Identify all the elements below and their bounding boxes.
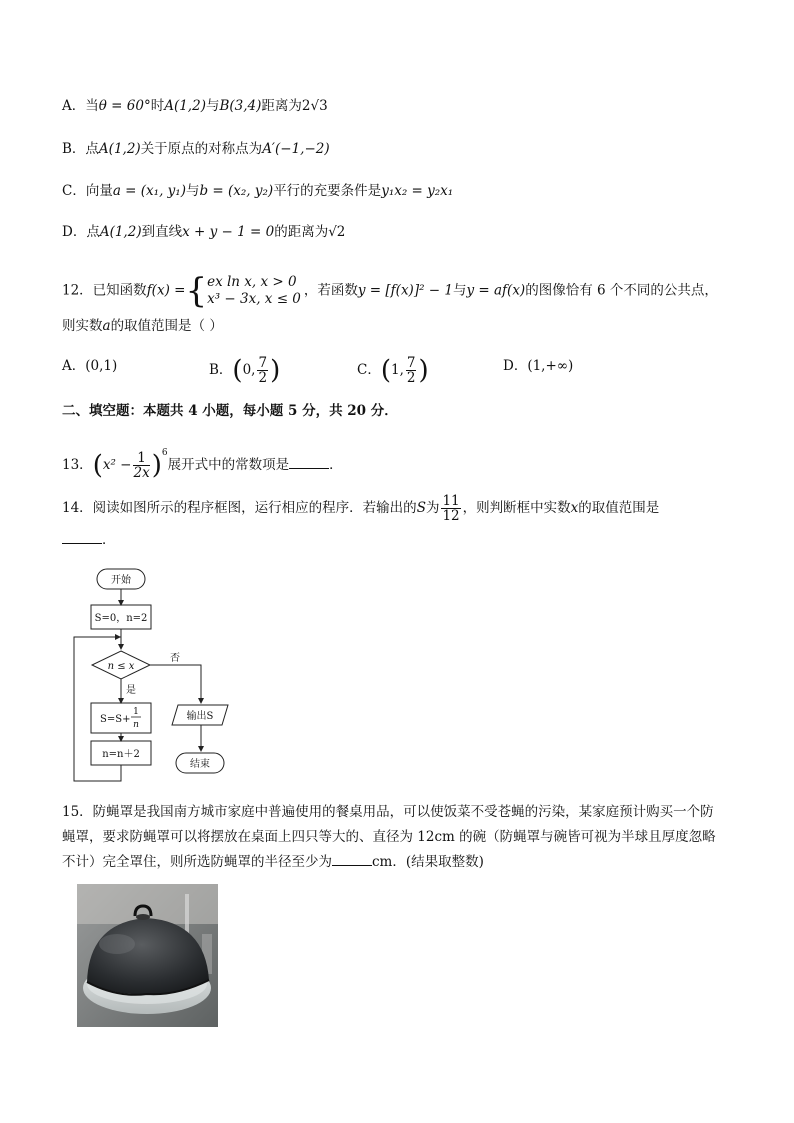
- no-branch-line: [150, 665, 201, 703]
- q12-options: [62, 355, 762, 386]
- update-s-den: n: [133, 720, 139, 730]
- yes-label: 是: [126, 685, 136, 696]
- q11-option-a: A．当θ = 60°时A(1,2)与B(3,4)距离为2√3: [62, 98, 328, 114]
- q12-option-d: D．(1,+∞): [503, 358, 574, 374]
- q14-stem-line1: 14．阅读如图所示的程序框图，运行相应的程序．若输出的S为 $\frac{11}{12}$ ，则判断框中实数x的取值范围是: [62, 493, 660, 524]
- output-label: 输出S: [186, 711, 214, 722]
- q12-option-a: A．(0,1): [62, 358, 118, 374]
- q13-stem: 13．(x² − $\frac{1}{2x}$ )$^6$展开式中的常数项是 ．: [62, 448, 343, 481]
- fly-cover-photo: [77, 884, 218, 1027]
- update-s-num: 1: [133, 707, 139, 717]
- section-title: 二、填空题：本题共 4 小题，每小题 5 分，共 20 分．: [62, 403, 398, 419]
- q11-option-c: C．向量a = (x₁, y₁)与b = (x₂, y₂)平行的充要条件是y₁x₂ = y₂x₁: [62, 183, 454, 199]
- q15-stem-line3: 不计）完全罩住，则所选防蝇罩的半径至少为 cm．(结果取整数): [62, 854, 484, 870]
- q14-stem-line2: ．: [62, 530, 116, 550]
- q12-option-b: B．(0, $\frac{7}{2}$ ): [209, 355, 281, 386]
- brace-glyph: {: [185, 271, 208, 311]
- q12-option-c: C．(1, $\frac{7}{2}$ ): [357, 355, 429, 386]
- piecewise-cases: ex ln x, x > 0 x³ − 3x, x ≤ 0: [207, 274, 301, 307]
- answer-blank[interactable]: [289, 456, 329, 469]
- no-label: 否: [170, 653, 180, 664]
- answer-blank[interactable]: [62, 531, 102, 544]
- q15-stem-line2: 蝇罩，要求防蝇罩可以将摆放在桌面上四只等大的、直径为 12cm 的碗（防蝇罩与碗皆可视为半球且厚度忽略: [62, 829, 716, 845]
- program-flowchart: [70, 565, 232, 785]
- update-s-label: S=S+: [100, 714, 131, 725]
- condition-label: n ≤ x: [107, 661, 135, 672]
- end-label: 结束: [190, 759, 210, 770]
- q12-stem-line2: 则实数a的取值范围是（ ）: [62, 318, 223, 334]
- update-n-label: n=n＋2: [102, 749, 140, 760]
- start-label: 开始: [111, 575, 131, 586]
- init-label: S=0，n=2: [94, 613, 148, 624]
- answer-blank[interactable]: [332, 853, 372, 866]
- q11-option-b: B．点A(1,2)关于原点的对称点为A′(−1,−2): [62, 141, 330, 157]
- q11-option-d: D．点A(1,2)到直线x + y − 1 = 0的距离为√2: [62, 224, 346, 240]
- q15-stem-line1: 15．防蝇罩是我国南方城市家庭中普遍使用的餐桌用品，可以使饭菜不受苍蝇的污染，某家庭预计购买一个防: [62, 804, 714, 820]
- q12-stem-line1: 12．已知函数f(x) ={ ex ln x, x > 0 x³ − 3x, x ≤ 0 ，若函数y = [f(x)]² − 1与y = af(x)的图像恰有 6 个不同的公共点，: [62, 271, 718, 311]
